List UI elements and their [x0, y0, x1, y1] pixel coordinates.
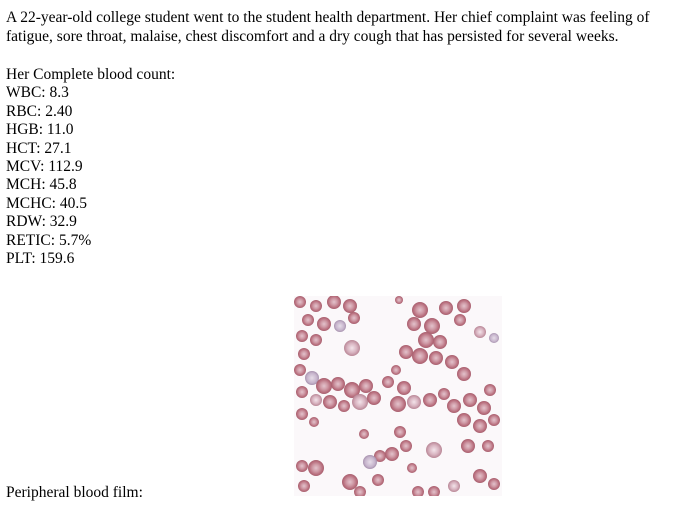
cbc-rbc: RBC: 2.40 [6, 102, 73, 120]
cbc-rdw: RDW: 32.9 [6, 213, 77, 231]
cbc-plt: PLT: 159.6 [6, 250, 75, 268]
cbc-section [6, 66, 175, 268]
cbc-mch: MCH: 45.8 [6, 176, 77, 194]
cbc-heading: Her Complete blood count: [6, 66, 176, 83]
blood-film-image [294, 296, 502, 496]
cbc-hgb: HGB: 11.0 [6, 121, 74, 139]
cbc-hct: HCT: 27.1 [6, 139, 72, 157]
cbc-retic: RETIC: 5.7% [6, 231, 92, 249]
case-description: A 22-year-old college student went to the student health department. Her chief complaint was feeling of fatigue, sore throat, malaise, chest discomfort and a dry cough that has persisted for several weeks. [6, 9, 650, 45]
cbc-mcv: MCV: 112.9 [6, 158, 83, 176]
cbc-mchc: MCHC: 40.5 [6, 194, 87, 212]
film-label: Peripheral blood film: [6, 484, 143, 501]
cbc-wbc: WBC: 8.3 [6, 84, 69, 102]
blood-film-svg [294, 296, 502, 496]
